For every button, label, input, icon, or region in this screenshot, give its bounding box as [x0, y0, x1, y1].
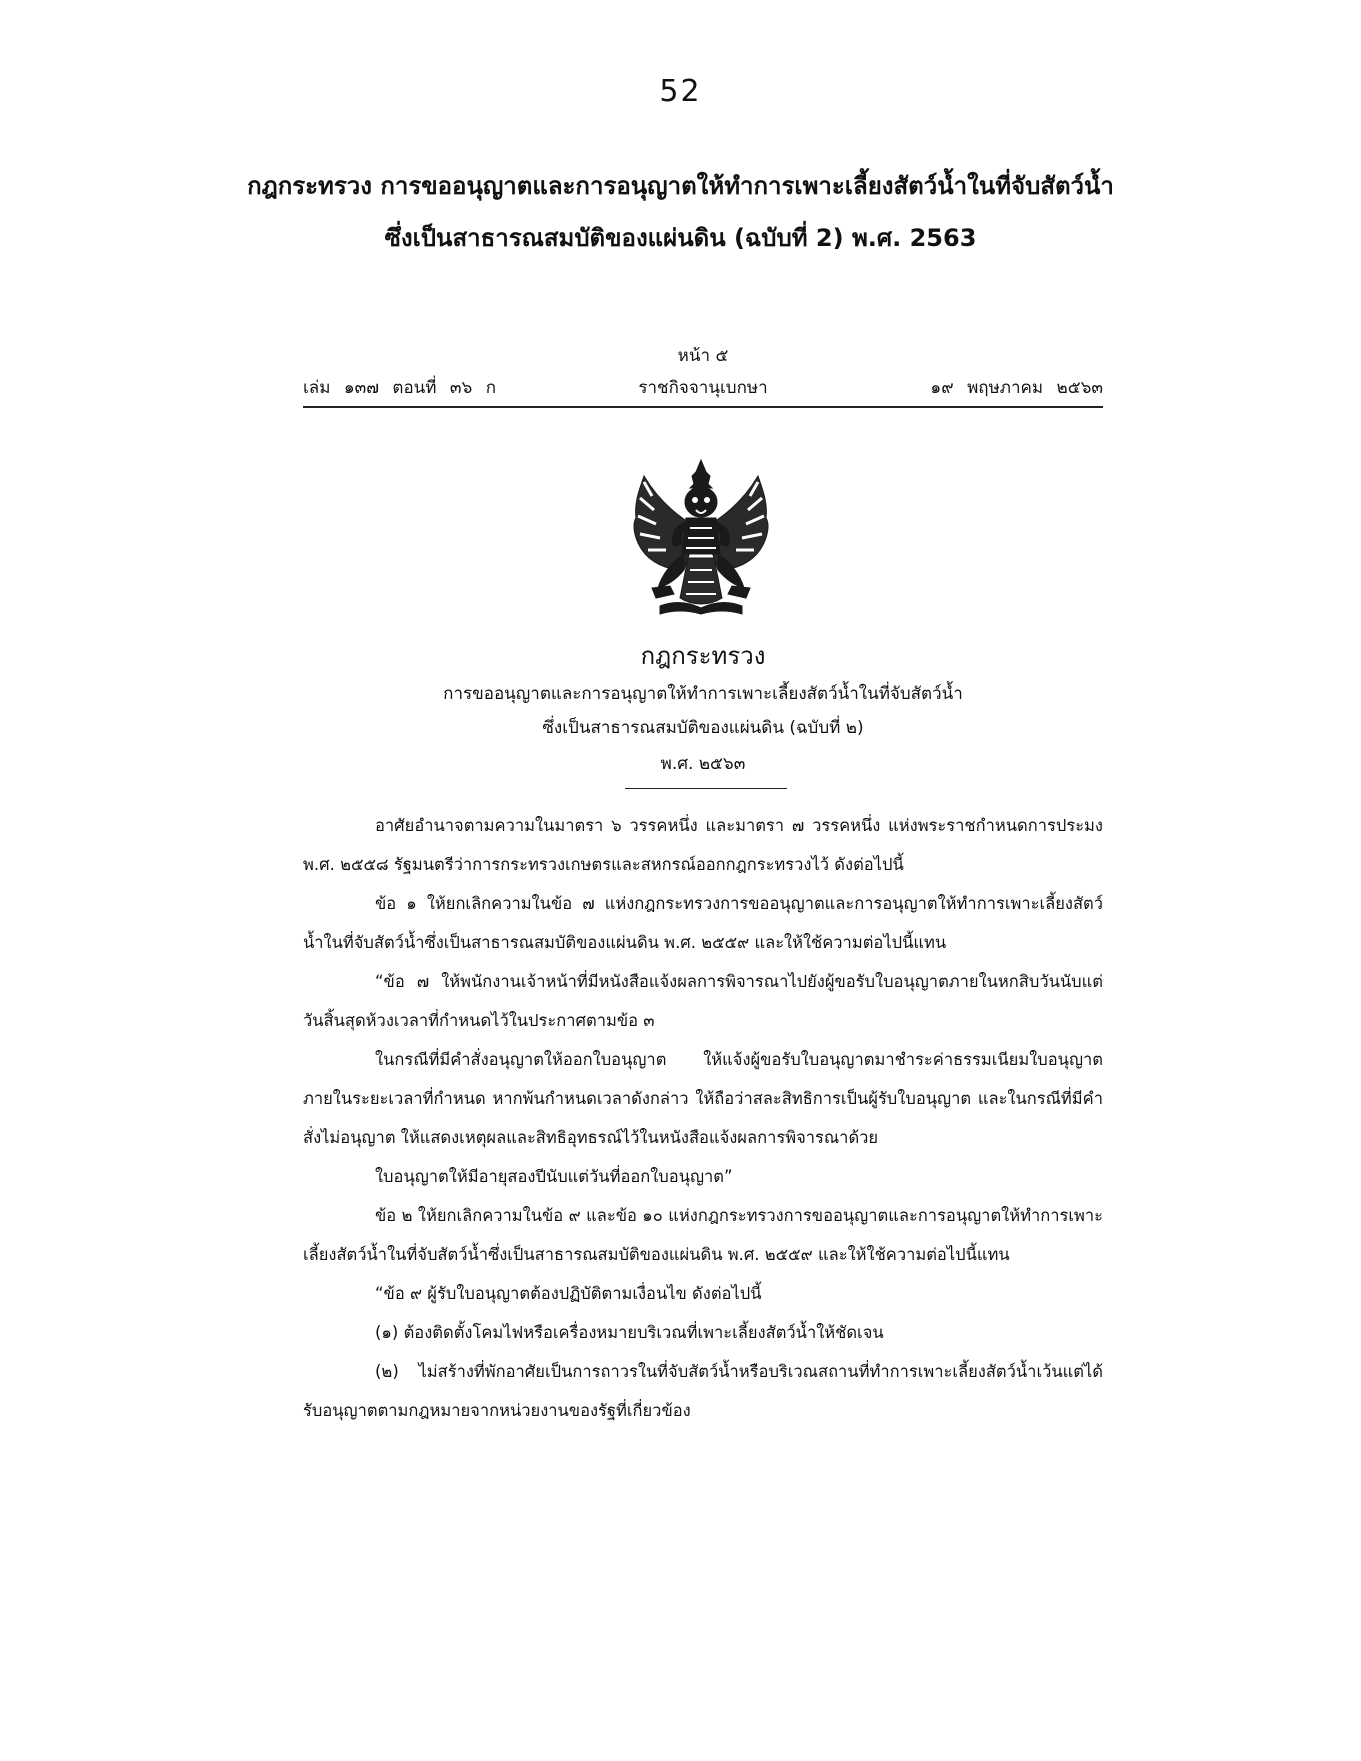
condition-item-2: (๒) ไม่สร้างที่พักอาศัยเป็นการถาวรในที่จับสัตว์น้ำหรือบริเวณสถานที่ทำการเพาะเลี้ยงสัตว์น้ำเว้นแต่ได้รับอนุญาตตามกฎหมายจากหน่วยงานของรัฐที่เกี่ยวข้อง — [303, 1362, 1103, 1420]
gazette-header-row — [303, 374, 1103, 400]
heading-divider — [625, 788, 787, 789]
regulation-subject-line1: การขออนุญาตและการอนุญาตให้ทำการเพาะเลี้ยงสัตว์น้ำในที่จับสัตว์น้ำ — [443, 684, 963, 704]
regulation-subject-line2: ซึ่งเป็นสาธารณสมบัติของแผ่นดิน (ฉบับที่ ๒) — [542, 718, 864, 738]
document-title — [60, 160, 1301, 264]
document-title-line1: กฎกระทรวง การขออนุญาตและการอนุญาตให้ทำการเพาะเลี้ยงสัตว์น้ำในที่จับสัตว์น้ำ — [247, 172, 1114, 200]
preamble-paragraph: อาศัยอำนาจตามความในมาตรา ๖ วรรคหนึ่ง และมาตรา ๗ วรรคหนึ่ง แห่งพระราชกำหนดการประมง พ.ศ. ๒๕๕๘ รัฐมนตรีว่าการกระทรวงเกษตรและสหกรณ์ออกกฎกระทรวงไว้ ดังต่อไปนี้ — [303, 816, 1103, 874]
condition-item-1: (๑) ต้องติดตั้งโคมไฟหรือเครื่องหมายบริเวณที่เพาะเลี้ยงสัตว์น้ำให้ชัดเจน — [375, 1323, 884, 1342]
clause-1-new-text: “ข้อ ๗ ให้พนักงานเจ้าหน้าที่มีหนังสือแจ้งผลการพิจารณาไปยังผู้ขอรับใบอนุญาตภายในหกสิบวันนับแต่วันสิ้นสุดห้วงเวลาที่กำหนดไว้ในประกาศตามข้อ ๓ — [303, 972, 1103, 1030]
clause-1-paragraph: ข้อ ๑ ให้ยกเลิกความในข้อ ๗ แห่งกฎกระทรวงการขออนุญาตและการอนุญาตให้ทำการเพาะเลี้ยงสัตว์น้ำในที่จับสัตว์น้ำซึ่งเป็นสาธารณสมบัติของแผ่นดิน พ.ศ. ๒๕๕๙ และให้ใช้ความต่อไปนี้แทน — [303, 894, 1103, 952]
clause-1-paragraph-2: ในกรณีที่มีคำสั่งอนุญาตให้ออกใบอนุญาต ให้แจ้งผู้ขอรับใบอนุญาตมาชำระค่าธรรมเนียมใบอนุญาตภายในระยะเวลาที่กำหนด หากพ้นกำหนดเวลาดังกล่าว ให้ถือว่าสละสิทธิการเป็นผู้รับใบอนุญาต และในกรณีที่มีคำสั่งไม่อนุญาต ให้แสดงเหตุผลและสิทธิอุทธรณ์ไว้ในหนังสือแจ้งผลการพิจารณาด้วย — [303, 1050, 1103, 1147]
gazette-volume-section: เล่ม ๑๓๗ ตอนที่ ๓๖ ก — [303, 378, 497, 398]
clause-2-new-text: “ข้อ ๙ ผู้รับใบอนุญาตต้องปฏิบัติตามเงื่อนไข ดังต่อไปนี้ — [375, 1284, 762, 1303]
page-number: 52 — [659, 74, 702, 109]
garuda-emblem-icon — [630, 458, 772, 616]
document-title-line2: ซึ่งเป็นสาธารณสมบัติของแผ่นดิน (ฉบับที่ 2) พ.ศ. 2563 — [384, 224, 977, 252]
clause-1-paragraph-3: ใบอนุญาตให้มีอายุสองปีนับแต่วันที่ออกใบอนุญาต” — [375, 1167, 733, 1186]
gazette-publication-name: ราชกิจจานุเบกษา — [638, 378, 768, 398]
clause-2-paragraph: ข้อ ๒ ให้ยกเลิกความในข้อ ๙ และข้อ ๑๐ แห่งกฎกระทรวงการขออนุญาตและการอนุญาตให้ทำการเพาะเลี้ยงสัตว์น้ำในที่จับสัตว์น้ำซึ่งเป็นสาธารณสมบัติของแผ่นดิน พ.ศ. ๒๕๕๙ และให้ใช้ความต่อไปนี้แทน — [303, 1206, 1103, 1264]
gazette-header — [303, 342, 1103, 408]
regulation-heading: กฎกระทรวง — [640, 642, 766, 670]
gazette-page-label: หน้า ๕ — [677, 346, 729, 366]
regulation-year: พ.ศ. ๒๕๖๓ — [660, 754, 746, 774]
regulation-body — [303, 806, 1103, 1430]
gazette-date: ๑๙ พฤษภาคม ๒๕๖๓ — [930, 378, 1103, 398]
